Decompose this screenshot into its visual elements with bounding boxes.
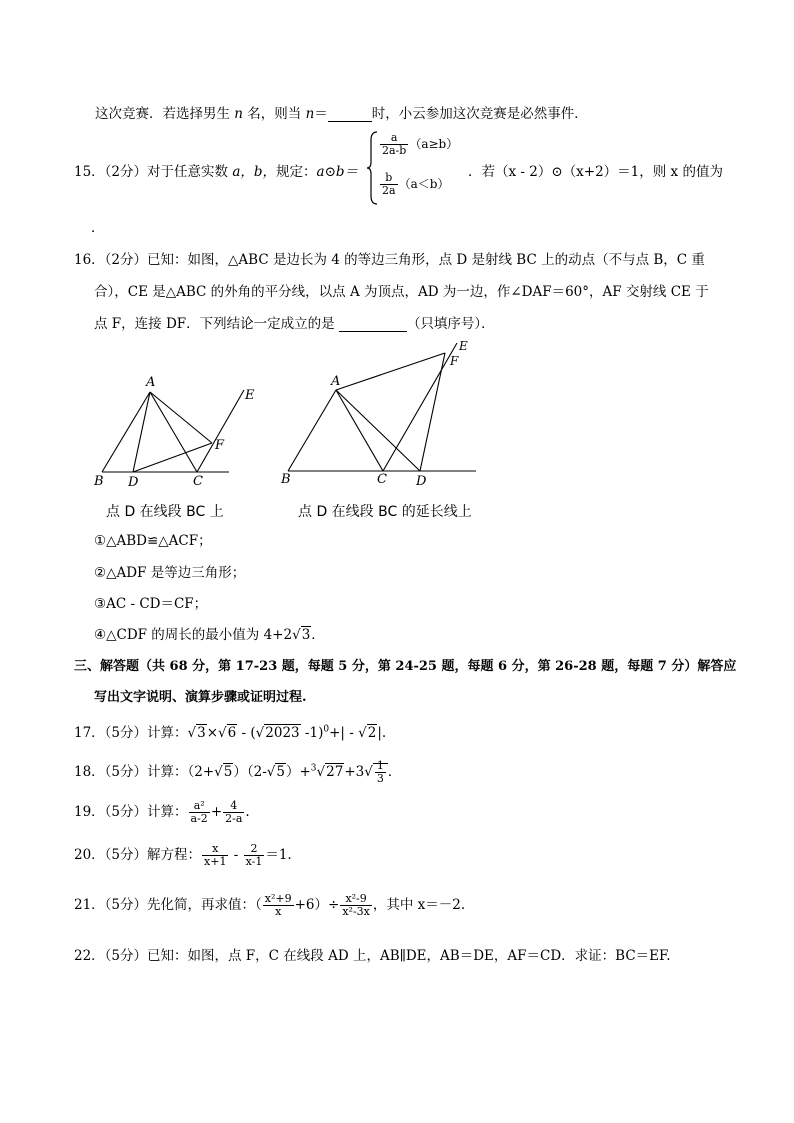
q16-option-1: ①△ABD≌△ACF； xyxy=(94,533,212,549)
answer-blank[interactable] xyxy=(339,317,407,332)
label-a: A xyxy=(331,374,341,389)
section-3-heading: 三、解答题（共 68 分，第 17-23 题，每题 5 分，第 24-25 题，每题 6 分，第 26-28 题，每题 7 分）解答应 xyxy=(74,659,737,674)
q16-line3: 点 F，连接 DF．下列结论一定成立的是 （只填序号）． xyxy=(94,316,495,332)
q14-tail: 这次竞赛．若选择男生 n 名，则当 n＝ 时，小云参加这次竞赛是必然事件． xyxy=(95,106,588,122)
case-1: $\frac{a}{2a-b}$ （a≥b） xyxy=(382,131,459,158)
answer-blank[interactable] xyxy=(328,107,372,122)
q16-option-3: ③AC - CD＝CF； xyxy=(94,596,208,612)
figure-1-caption: 点 D 在线段 BC 上 xyxy=(106,504,224,520)
label-e: E xyxy=(459,339,468,353)
section-3-heading-cont: 写出文字说明、演算步骤或证明过程. xyxy=(94,690,307,705)
q19: 19．（5分）计算： $\frac{\text{a²}}{a-2}$ + $\frac{4}{2-a}$ . xyxy=(74,799,250,826)
figure-2 xyxy=(276,338,486,490)
label-b: B xyxy=(94,474,104,489)
label-f: F xyxy=(450,354,459,368)
q17: 17．（5分）计算：√3×√6 - (√2023 -1)$^0$+| - √2|. xyxy=(74,724,387,741)
q16-option-2: ②△ADF 是等边三角形； xyxy=(94,565,246,581)
label-d: D xyxy=(128,475,139,490)
q22: 22．（5分）已知：如图，点 F，C 在线段 AD 上，AB∥DE，AB＝DE，AF＝CD．求证：BC＝EF. xyxy=(74,948,671,964)
label-d: D xyxy=(416,474,427,489)
label-e: E xyxy=(245,388,255,403)
q21: 21．（5分）先化简，再求值：（ $\frac{\text{x²+9}}{x}$ +6）÷ $\frac{\text{x²-9}}{\text{x²-3x}}$ ，其中 x＝－2. xyxy=(74,892,466,919)
case-2: $\frac{b}{2a}$ （a＜b） xyxy=(382,171,450,198)
figure-2-caption: 点 D 在线段 BC 的延长线上 xyxy=(298,504,472,520)
label-b: B xyxy=(281,472,291,487)
label-a: A xyxy=(146,375,156,390)
q20: 20．（5分）解方程： $\frac{x}{x+1}$ - $\frac{2}{x-1}$ ＝1. xyxy=(74,842,292,869)
piecewise-definition xyxy=(367,130,467,206)
q16-line2: 合），CE 是△ABC 的外角的平分线，以点 A 为顶点，AD 为一边，作∠DAF＝60°，AF 交射线 CE 于 xyxy=(94,284,709,300)
label-c: C xyxy=(193,474,203,489)
left-brace-icon xyxy=(367,130,379,206)
q16-line1: 16．（2分）已知：如图，△ABC 是边长为 4 的等边三角形，点 D 是射线 BC 上的动点（不与点 B，C 重 xyxy=(74,252,705,268)
label-c: C xyxy=(377,472,387,487)
label-f: F xyxy=(215,438,225,453)
q15-lead: 15．（2分）对于任意实数 a，b，规定：a⊙b＝ xyxy=(74,164,359,180)
q15-end-dot: ． xyxy=(91,220,105,236)
q18: 18．（5分）计算：（2+√5）（2-√5）+$^3$√27+3√ $\frac{1}{3}$ ． xyxy=(74,759,402,786)
q15-tail: ．若（x - 2）⊙（x+2）＝1，则 x 的值为 xyxy=(468,164,723,180)
q16-option-4: ④△CDF 的周长的最小值为 4+2√3． xyxy=(94,627,325,643)
figure-1 xyxy=(86,370,276,490)
